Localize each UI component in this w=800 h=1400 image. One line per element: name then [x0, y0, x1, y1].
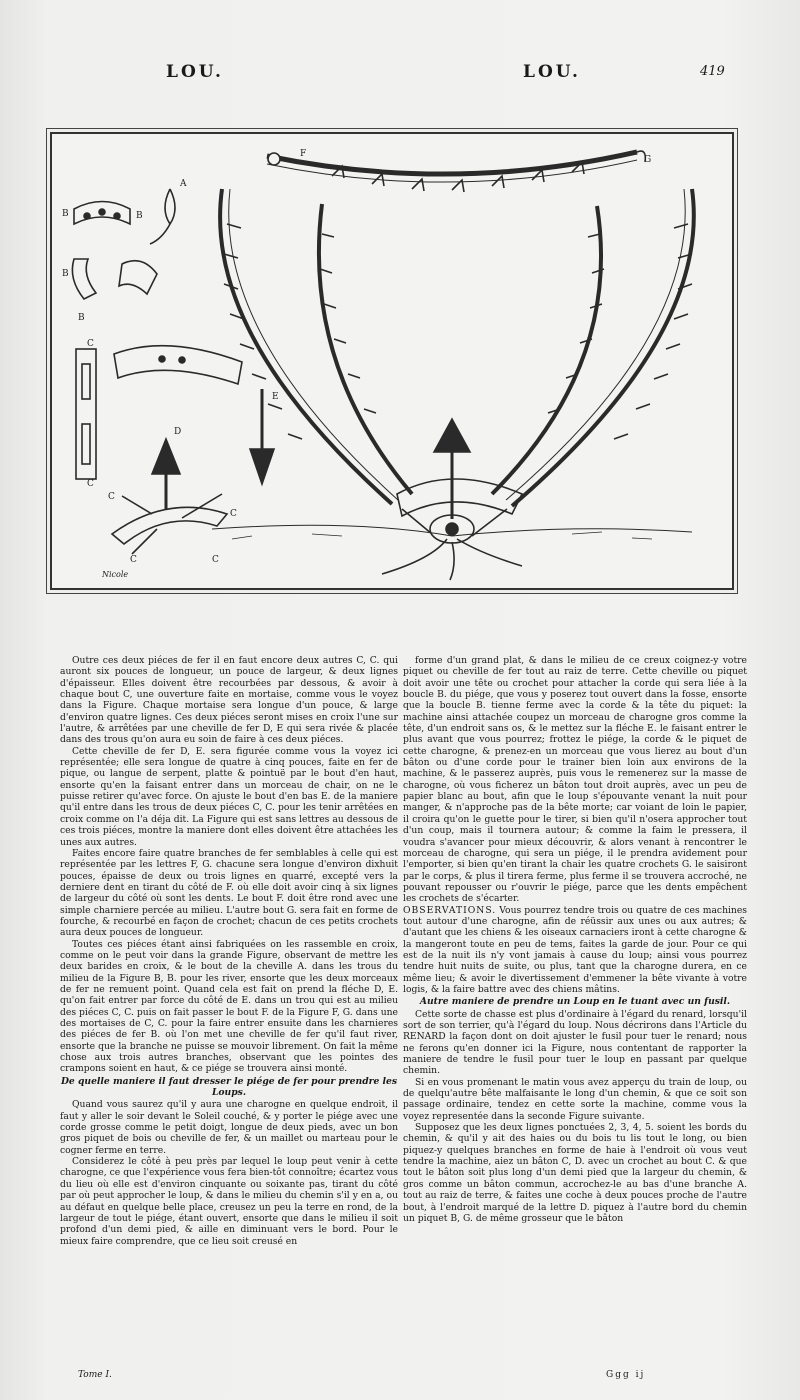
- observations-paragraph: [403, 905, 747, 996]
- paragraph: Cette cheville de fer D, E. sera figurée comme vous la voyez ici représentée; elle sera longue de quatre à cinq pouces, faite en fer de pique, ou langue de serpent, platte & pointuë par le bout d'en haut, ensorte qu'en la faisant entrer dans un morceau de chair, on ne le puisse retirer qu'avec force. On ajuste le bout d'en bas E. de la maniere qu'il entre dans les trous de deux piéces C, C. pour les tenir arrêtées en croix comme on l'a déja dit. La Figure qui est sans lettres au dessous de ces trois piéces, montre la maniere dont elles doivent être attachées les unes aux autres.: [60, 745, 398, 848]
- plate-label-d: D: [174, 427, 182, 437]
- plate-label-f: F: [300, 149, 307, 159]
- paragraph: Si en vous promenant le matin vous avez apperçu du train de loup, ou de quelqu'autre bête malfaisante le long d'un chemin, & que ce soit son passage ordinaire, tendez en cette sorte la machine, comme vous la voyez representée dans la seconde Figure suivante.: [403, 1076, 747, 1122]
- paragraph: Faites encore faire quatre branches de fer semblables à celle qui est représentée par les lettres F, G. chacune sera longue d'environ dixhuit pouces, épaisse de deux ou trois lignes en quarré, excepté vers la derniere dent en tirant du côté de F. où elle doit avoir cinq à six lignes de largeur du côté où sont les dents. Le bout F. doit être rond avec une simple charniere percée au milieu. L'autre bout G. sera fait en forme de fourche, & recourbé en façon de crochet; chacun de ces petits crochets aura deux pouces de longueur.: [60, 847, 398, 939]
- observations-label: OBSERVATIONS.: [403, 904, 497, 916]
- paragraph: Supposez que les deux lignes ponctuées 2, 3, 4, 5. soient les bords du chemin, & qu'il y ait des haies ou du bois tu lis tout le long, ou bien piquez-y quelques branches en forme de haie à l'endroit où vous veut tendre la machine, aiez un bâton C, D. avec un crochet au bout C. & que tout le bâton soit plus long d'un demi pied que la largeur du chemin, & gros comme un bâton commun, accrochez-le au bas d'une branche A. tout au raiz de terre, & faites une coche à deux pouces proche de l'autre bout, à l'endroit marqué de la lettre D. piquez à l'autre bord du chemin un piquet B, G. de même grosseur que le bâton: [403, 1122, 747, 1224]
- running-head-left: LOU.: [166, 62, 224, 82]
- observations-text: Vous pourrez tendre trois ou quatre de ces machines tout autour d'une charogne, afin de réüssir aux unes ou aux autres; & d'autant que les chiens & les oiseaux carnaciers iront à cette charogne & la mangeront toute en peu de tems, faites la garde de jour. Pour ce qui est de la nuit ils n'y vont jamais à cause du loup; ainsi vous pourrez tendre huit nuits de suite, ou plus, tant que la charogne durera, en ce même lieu; & avoir le divertissement d'emmener la bête vivante à votre logis, & la faire battre avec des chiens mâtins.: [403, 904, 747, 995]
- signature-mark: Ggg ij: [606, 1370, 646, 1380]
- paragraph: Toutes ces piéces étant ainsi fabriquées on les rassemble en croix, comme on le peut voir dans la grande Figure, observant de mettre les deux barides en croix, & le bout de la cheville A. dans les trous du milieu de la Figure B, B. pour les river, ensorte que les deux morceaux de fer ne remuent point. Quand cela est fait on prend la fléche D, E. qu'on fait entrer par force du côté de E. dans un trou qui est au milieu des piéces C, C. puis on fait passer le bout F. de la Figure F, G. dans une des mortaises de C, C. pour la faire entrer ensuite dans les charnieres des piéces de fer B. où l'on met une cheville de fer qu'il faut river, ensorte que la branche ne puisse se mouvoir librement. On fait la même chose aux trois autres branches, observant que les pointes des crampons soient en haut, & ce piége se trouvera ainsi monté.: [60, 938, 398, 1075]
- engraving-plate: [50, 132, 734, 590]
- page-number: 419: [700, 64, 725, 79]
- plate-label-a: A: [180, 179, 187, 189]
- plate-label-c4: C: [230, 509, 237, 519]
- plate-label-b2: B: [136, 211, 143, 221]
- running-head-right: LOU.: [523, 62, 581, 82]
- plate-label-b3: B: [62, 269, 69, 279]
- section-heading: De quelle maniere il faut dresser le piége de fer pour prendre les Loups.: [60, 1075, 398, 1099]
- section-heading: Autre maniere de prendre un Loup en le tuant avec un fusil.: [419, 996, 731, 1008]
- plate-label-c6: C: [212, 555, 219, 565]
- plate-label-b4: B: [78, 313, 85, 323]
- volume-mark: Tome I.: [78, 1370, 112, 1380]
- paragraph: Considerez le côté à peu près par lequel le loup peut venir à cette charogne, ce que l'expérience vous fera bien-tôt connoître; écartez vous du lieu où elle est d'environ cinquante ou soixante pas, tirant du côté par où peut approcher le loup, & dans le milieu du chemin s'il y en a, ou au défaut en quelque belle place, creusez un peu la terre en rond, de la largeur de tout le piége, étant ouvert, ensorte que dans le milieu il soit profond d'un demi pied, & aille en diminuant vers le bord. Pour le mieux faire comprendre, que ce lieu soit creusé en: [60, 1156, 398, 1247]
- engraver-signature: Nicole: [102, 570, 129, 579]
- paragraph: Outre ces deux piéces de fer il en faut encore deux autres C, C. qui auront six pouces de longueur, un pouce de largeur, & deux lignes d'épaisseur. Elles doivent être recourbées par dessous, & avoir à chaque bout C, une ouverture faite en mortaise, comme vous le voyez dans la Figure. Chaque mortaise sera longue d'un pouce, & large d'environ quatre lignes. Ces deux piéces seront mises en croix l'une sur l'autre, & arrêtées par une cheville de fer D, E qui sera rivée & placée dans des trous qu'on aura eu soin de faire à ces deux piéces.: [60, 655, 398, 746]
- plate-label-c5: C: [130, 555, 137, 565]
- plate-label-c1: C: [87, 339, 94, 349]
- paragraph: Quand vous saurez qu'il y aura une charogne en quelque endroit, il faut y aller le soir devant le Soleil couché, & y porter le piége avec une corde grosse comme le petit doigt, longue de deux pieds, avec un bon gros piquet de bois ou cheville de fer, & un maillet ou marteau pour le cogner ferme en terre.: [60, 1099, 398, 1156]
- wolf-trap-engraving: [52, 134, 732, 588]
- plate-label-b1: B: [62, 209, 69, 219]
- paragraph: Cette sorte de chasse est plus d'ordinaire à l'égard du renard, lorsqu'il sort de son terrier, qu'à l'égard du loup. Nous décrirons dans l'Article du RENARD la façon dont on doit ajuster le fusil pour tuer le renard; nous ne ferons qu'en donner ici la Figure, nous contentant de rapporter la maniere de tendre le fusil pour tuer le loup en passant par quelque chemin.: [403, 1008, 747, 1077]
- plate-label-c2: C: [87, 479, 94, 489]
- text-column-right: [403, 655, 747, 1224]
- plate-label-c3: C: [108, 492, 115, 502]
- text-column-left: [60, 655, 398, 1247]
- plate-label-e: E: [272, 392, 279, 402]
- paragraph: forme d'un grand plat, & dans le milieu de ce creux coignez-y votre piquet ou cheville de fer tout au raiz de terre. Cette cheville ou piquet doit avoir une tête ou crochet pour attacher la corde qui sera liée à la boucle B. du piége, que vous y poserez tout ouvert dans la fosse, ensorte que la boucle B. tienne ferme avec la corde & la tête du piquet: la machine ainsi attachée coupez un morceau de charogne gros comme la tête, d'un endroit sans os, & le mettez sur la fléche E. le faisant entrer le plus avant que vous pourrez; frottez le piége, la corde & le piquet de cette charogne, & prenez-en un morceau que vous lierez au bout d'un bâton ou d'une corde pour le trainer bien loin aux environs de la machine, & le passerez auprès, puis vous le remenerez sur la masse de charogne, où vous ficherez un bâton tout droit auprès, avec un peu de papier blanc au bout, afin que le loup s'épouvante venant la nuit pour manger, & n'approche pas de la bête morte; car voiant de loin le papier, il croira qu'on le guette pour le tirer, si bien qu'il n'osera approcher tout d'un coup, mais il tournera autour; & comme la faim le pressera, il voudra s'avancer pour mieux découvrir, & alors venant à rencontrer le morceau de charogne, qui sera un piége, il le prendra avidement pour l'emporter, si bien qu'en tirant la chair les quatre crochets G. le saisiront par le corps, & plus il tirera ferme, plus ferme il se trouvera accroché, ne pouvant repousser ou r'ouvrir le piége, parce que les dents empêchent les crochets de s'écarter.: [403, 655, 747, 905]
- plate-label-g: G: [644, 155, 652, 165]
